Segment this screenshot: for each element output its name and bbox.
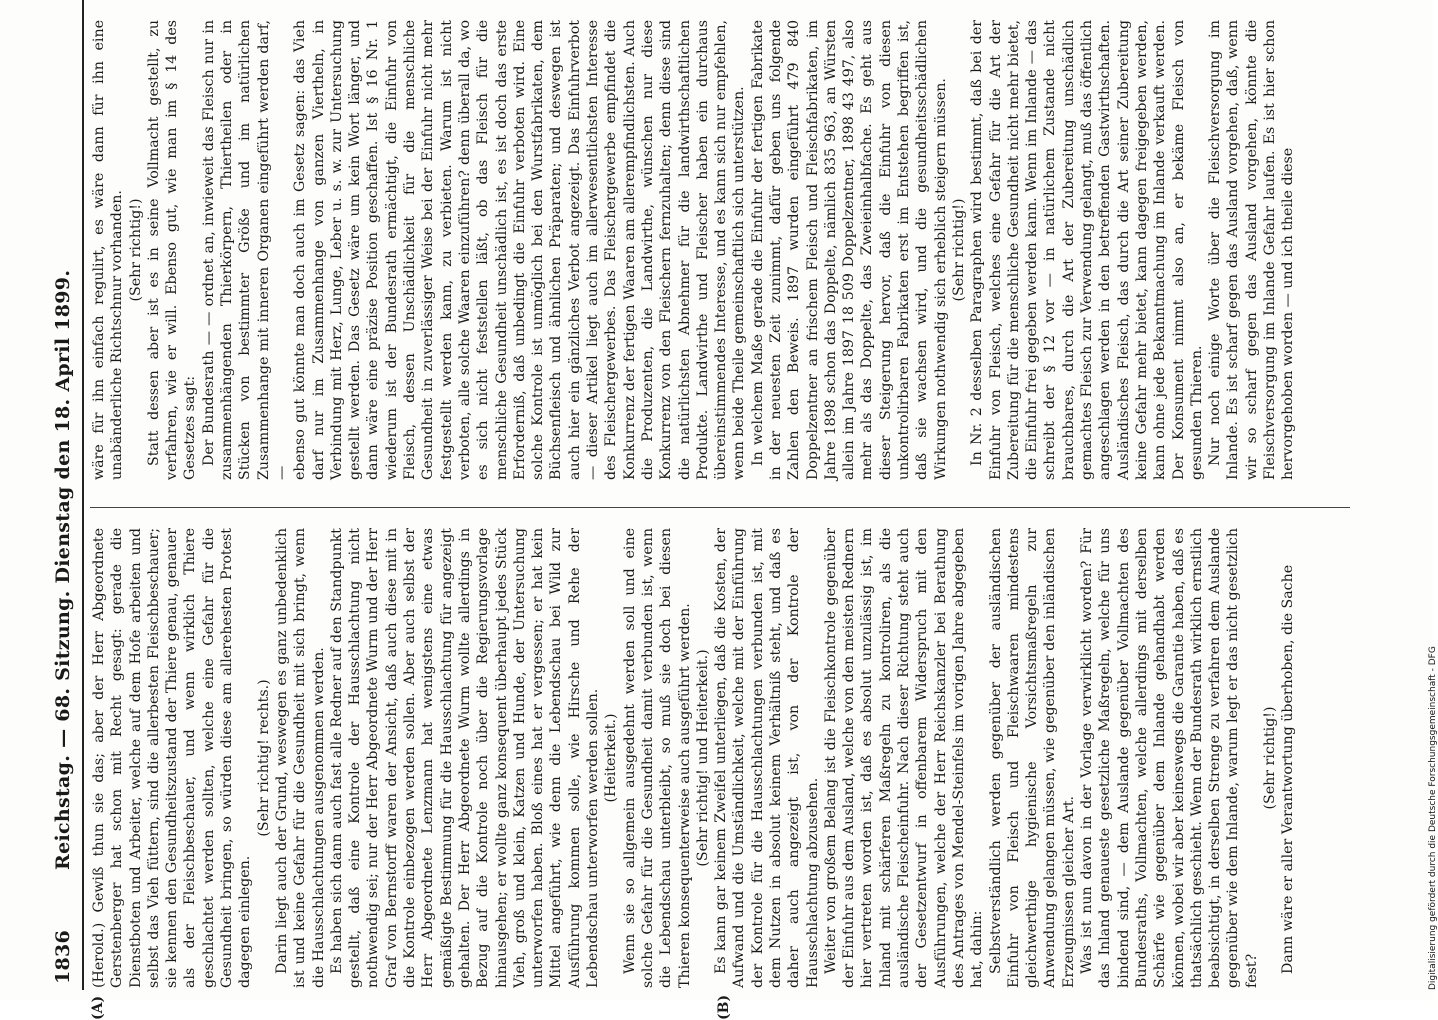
- paragraph: Nur noch einige Worte über die Fleischversorgung im Inlande. Es ist scharf gegen das Ausland vorgehen, daß, wenn wir so scharf gegen das Ausland vorgehen, könnte die Fleischversorgung im Inlande Gefahr laufen. Es ist hier schon hervorgehoben worden — und ich theile diese: [1207, 20, 1297, 480]
- paragraph: Dann wäre er aller Verantwortung überhoben, die Sache: [1280, 564, 1297, 974]
- paragraph: Wenn sie so allgemein ausgedehnt werden soll und eine solche Gefahr für die Gesundheit damit verbunden ist, wenn die Lebendschau unterbleibt, so muß sie doch bei diesen Thieren konsequenterweise auch ausgeführt werden.: [621, 528, 693, 988]
- paragraph: (Sehr richtig!): [950, 198, 967, 302]
- digitization-credit: [1412, 10, 1438, 990]
- margin-mark-b: (B): [716, 994, 732, 1020]
- page-number: 1836: [52, 929, 74, 984]
- paragraph: In Nr. 2 desselben Paragraphen wird bestimmt, daß bei der Einfuhr von Fleisch, welches eine Gefahr für die Art der Zubereitung für die menschliche Gesundheit nicht mehr bietet, die Einfuhr frei gegeben werden kann. Wenn im Inlande — das schreibt der § 12 vor — in natürlichem Zustande nicht brauchbares, durch die Art der Zubereitung unschädlich gemachtes Fleisch zur Verwendung gelangt, muß das öffentlich angeschlagen werden in den betreffenden Gastwirthschaften. Ausländisches Fleisch, das durch die Art seiner Zubereitung keine Gefahr mehr bietet, kann dagegen freigegeben werden, kann ohne jede Bekanntmachung im Inlande verkauft werden. Der Konsument nimmt also an, er bekäme Fleisch von gesunden Thieren.: [969, 20, 1205, 480]
- running-header: [52, 0, 78, 990]
- paragraph: (Sehr richtig!): [127, 198, 144, 302]
- paragraph: (Sehr richtig! rechts.): [255, 679, 272, 837]
- paragraph: (Sehr richtig!): [1262, 706, 1278, 810]
- paragraph: Weiter von großem Belang ist die Fleischkontrole gegenüber der Einfuhr aus dem Ausland, welche von den meisten Rednern hier vertreten worden ist, daß es absolut unzulässig ist, im Inland mit schärferen Maßregeln zu kontroliren, als die ausländische Fleischeinfuhr. Nach dieser Richtung steht auch der Gesetzentwurf in offenbarem Widerspruch mit den Ausführungen, welche der Herr Reichskanzler bei Berathung des Antrages von Mendel-Steinfels im vorigen Jahre abgegeben hat, dahin:: [822, 528, 986, 988]
- paragraph: Es haben sich dann auch fast alle Redner auf den Standpunkt gestellt, daß eine Kontrole der Hausschlachtung nicht nothwendig sei; nur der Herr Abgeordnete Wurm und der Herr Graf von Bernstorff waren der Ansicht, daß auch diese mit in die Kontrole einbezogen werden sollen. Aber auch selbst der Herr Abgeordnete Lenzmann hat wenigstens eine etwas gemäßigte Bestimmung für die Hausschlachtung für angezeigt gehalten. Der Herr Abgeordnete Wurm wollte allerdings in Bezug auf die Kontrole noch über die Regierungsvorlage hinausgehen; er wollte ganz konsequent überhaupt jedes Stück Vieh, groß und klein, Katzen und Hunde, der Untersuchung unterworfen haben. Bloß eines hat er vergessen; er hat kein Mittel angeführt, wie denn die Lebendschau bei Wild zur Ausführung kommen solle, wie Hirsche und Rehe der Lebendschau unterworfen werden sollen.: [328, 528, 602, 988]
- paragraph: Was ist nun davon in der Vorlage verwirklicht worden? Für das Inland genaueste gesetzliche Maßregeln, welche für uns bindend sind, — dem Auslande gegenüber Vollmachten des Bundesraths, Vollmachten, welche allerdings mit derselben Schärfe wie gegenüber dem Inlande gehandhabt werden können, wobei wir aber keineswegs die Garantie haben, daß es thatsächlich geschieht. Wenn der Bundesrath wirklich ernstlich beabsichtigt, in derselben Strenge zu verfahren dem Auslande gegenüber wie dem Inlande, warum legt er das nicht gesetzlich fest?: [1079, 528, 1260, 988]
- page-title: Reichstag. — 68. Sitzung. Dienstag den 18. April 1899.: [52, 269, 74, 870]
- header-rule: [82, 0, 84, 990]
- right-text-column: [90, 20, 1298, 480]
- paragraph: (Sehr richtig! und Heiterkeit.): [694, 649, 711, 867]
- paragraph: wäre für ihn einfach regulirt, es wäre dann für ihn eine unabänderliche Richtschnur vorhanden.: [91, 20, 126, 480]
- paragraph: (Heiterkeit.): [603, 713, 620, 803]
- paragraph: Selbstverständlich werden gegenüber der ausländischen Einfuhr von Fleisch und Fleischwaaren mindestens gleichwerthige hygienische Vorsichtsmaßregeln zur Anwendung gelangen müssen, wie gegenüber den inländischen Erzeugnissen gleicher Art.: [987, 528, 1077, 988]
- credit-text: Digitalisierung gefördert durch die Deutsche Forschungsgemeinschaft - DFG: [1428, 646, 1438, 990]
- paragraph: Der Bundesrath — — ordnet an, inwieweit das Fleisch nur in zusammenhängenden Thierkörpern, Thiertheilen oder in Stücken von bestimmter Größe und im natürlichen Zusammenhange mit inneren Organen eingeführt werden darf, —: [200, 20, 290, 480]
- paragraph: In welchem Maße gerade die Einfuhr der fertigen Fabrikate in der neuesten Zeit zunimmt, dafür geben uns folgende Zahlen den Beweis. 1897 wurden eingeführt 479 840 Doppelzentner an frischem Fleisch und Fleischfabrikaten, im Jahre 1898 schon das Doppelte, nämlich 835 963, an Würsten allein im Jahre 1897 18 509 Doppelzentner, 1898 43 497, also mehr als das Doppelte, das Zweieinhalbfache. Es geht aus dieser Steigerung hervor, daß die Einfuhr von diesen unkontrolirbaren Fabrikaten erst im Entstehen begriffen ist, daß sie wachsen wird, und die gesundheitsschädlichen Wirkungen nothwendig sich erheblich steigern müssen.: [749, 20, 949, 480]
- paragraph: Es kann gar keinem Zweifel unterliegen, daß die Kosten, der Aufwand und die Umständlichkeit, welche mit der Einführung der Kontrole für die Hausschlachtungen verbunden ist, mit dem Nutzen in absolut keinem Verhältniß steht, und daß es daher auch angezeigt ist, von der Kontrole der Hausschlachtung abzusehen.: [713, 528, 821, 988]
- left-text-column: [90, 528, 1298, 988]
- paragraph: ebenso gut könnte man doch auch im Gesetz sagen: das Vieh darf nur im Zusammenhange von ganzen Viertheln, in Verbindung mit Herz, Lunge, Leber u. s. w. zur Untersuchung gestellt werden. Das Gesetz wäre um kein Wort länger, und dann wäre eine präzise Position geschaffen. Ist § 16 Nr. 1 wiederum ist der Bundesrath ermächtigt, die Einfuhr von Fleisch, dessen Unschädlichkeit für die menschliche Gesundheit in zuverlässiger Weise bei der Einfuhr nicht mehr festgestellt werden kann, zu verbieten. Warum ist nicht verboten, alle solche Waaren einzuführen? denn überall da, wo es sich nicht feststellen läßt, ob das Fleisch für die menschliche Gesundheit unschädlich ist, es ist doch das erste Erforderniß, daß unbedingt die Einfuhr verboten wird. Eine solche Kontrole ist unmöglich bei den Wurstfabrikaten, dem Büchsenfleisch und ähnlichen Präparaten; und deswegen ist auch hier ein gänzliches Verbot angezeigt. Das Einfuhrverbot — dieser Artikel liegt auch im allerwesentlichsten Interesse des Fleischergewerbes. Das Fleischergewerbe empfindet die Konkurrenz der fertigen Waaren am allerempfindlichsten. Auch die Produzenten, die Landwirthe, wünschen nur diese Konkurrenz von den Fleischern fernzuhalten; denn diese sind die natürlichsten Abnehmer für die landwirthschaftlichen Produkte. Landwirthe und Fleischer haben ein durchaus übereinstimmendes Interesse, und es kann sich nur empfehlen, wenn beide Theile gemeinschaftlich sich unterstützen.: [292, 20, 748, 480]
- paragraph: Darin liegt auch der Grund, weswegen es ganz unbedenklich ist und keine Gefahr für die Gesundheit mit sich bringt, wenn die Hausschlachtungen ausgenommen werden.: [273, 528, 327, 988]
- margin-mark-a: (A): [90, 995, 106, 1020]
- paragraph: (Herold.) Gewiß thun sie das; aber der Herr Abgeordnete Gerstenberger hat schon mit Recht gesagt: gerade die Dienstboten und Arbeiter, welche auf dem Hofe arbeiten und selbst das Vieh füttern, sind die allerbesten Fleischbeschauer; sie kennen den Gesundheitszustand der Thiere genau, genauer als der Fleischbeschauer, und wenn wirklich Thiere geschlachtet werden sollten, welche eine Gefahr für die Gesundheit bringen, so würden diese am allerehesten Protest dagegen einlegen.: [91, 528, 254, 988]
- paragraph: Statt dessen aber ist es in seine Vollmacht gestellt, zu verfahren, wie er will. Ebenso gut, wie man im § 14 des Gesetzes sagt:: [145, 20, 199, 480]
- column-divider: [90, 507, 1350, 508]
